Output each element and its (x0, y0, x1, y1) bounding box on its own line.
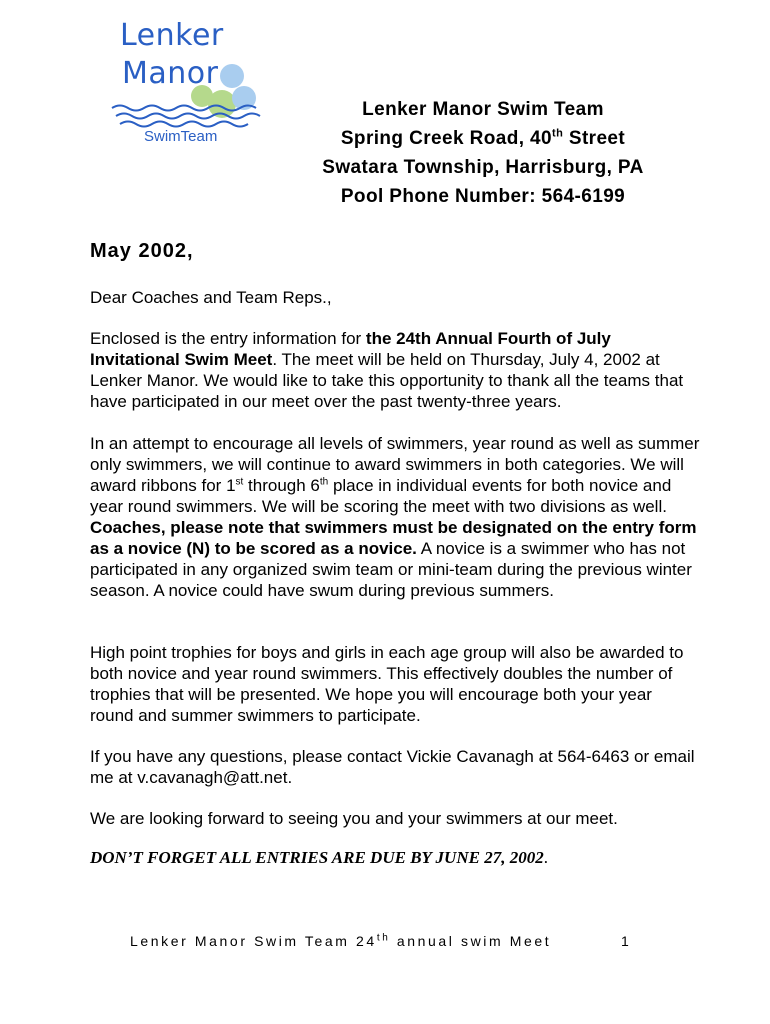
paragraph-contact: If you have any questions, please contact Vickie Cavanagh at 564-6463 or email me at v.cavanagh@att.net. (90, 747, 695, 787)
street-suffix: Street (563, 128, 626, 149)
logo-swimteam: SwimTeam (144, 128, 218, 145)
footer-text-a: Lenker Manor Swim Team 24 (130, 933, 377, 949)
page-footer (130, 933, 551, 949)
page-number: 1 (621, 933, 629, 949)
p2-text-a: In an attempt to encourage all levels of swimmers, year round as well as summer only swimmers, we will continue to award swimmers in both categories. We will award ribbons for 1 (90, 434, 700, 495)
p2-text-b: through 6 (243, 476, 320, 495)
letterhead-street (300, 124, 666, 153)
logo-wave-3 (120, 122, 248, 127)
paragraph-closing: We are looking forward to seeing you and your swimmers at our meet. (90, 809, 618, 828)
greeting: Dear Coaches and Team Reps., (90, 288, 332, 307)
p2-sup-th: th (319, 476, 329, 488)
logo-word-manor: Manor (122, 56, 219, 91)
street-part: Spring Creek Road, 40 (340, 128, 552, 149)
letterhead (300, 95, 666, 211)
p2-novice-note: Coaches, please note that swimmers must be designated on the entry form as a novice (N) to be scored as a novice. (90, 518, 697, 558)
letterhead-city: Swatara Township, Harrisburg, PA (322, 157, 644, 178)
swim-team-logo (104, 16, 276, 156)
letter-date: May 2002, (90, 240, 194, 262)
logo-wave-2 (116, 114, 260, 119)
p1-text-a: Enclosed is the entry information for (90, 329, 366, 348)
paragraph-awards (90, 433, 700, 601)
logo-word-lenker: Lenker (120, 18, 224, 53)
deadline-period: . (543, 848, 548, 867)
letterhead-team-name: Lenker Manor Swim Team (362, 99, 604, 120)
logo-blue-circle-1 (220, 64, 244, 88)
footer-text-b: annual swim Meet (390, 933, 552, 949)
deadline-text: DON’T FORGET ALL ENTRIES ARE DUE BY JUNE 27, 2002 (90, 848, 544, 867)
p2-text-d: A novice is a swimmer who has not participated in any organized swim team or mini-team during the previous winter season. A novice could have swum during previous summers. (90, 539, 692, 600)
p2-sup-st: st (235, 476, 244, 488)
p1-meet-name: the 24th Annual Fourth of July Invitational Swim Meet (90, 329, 611, 369)
letterhead-phone: Pool Phone Number: 564-6199 (340, 186, 626, 207)
street-ordinal: th (552, 127, 564, 140)
footer-ordinal: th (376, 932, 391, 944)
p2-text-c: place in individual events for both novice and year round swimmers. We will be scoring the meet with two divisions as well. (90, 476, 672, 516)
paragraph-trophies: High point trophies for boys and girls in each age group will also be awarded to both novice and year round swimmers. This effectively doubles the number of trophies that will be presented. We hope you will encourage both your year round and summer swimmers to participate. (90, 643, 684, 725)
deadline-reminder (90, 848, 548, 868)
paragraph-entry-info (90, 328, 700, 412)
p1-text-b: . The meet will be held on Thursday, July 4, 2002 at Lenker Manor. We would like to take this opportunity to thank all the teams that have participated in our meet over the past twenty-three years. (90, 350, 684, 411)
